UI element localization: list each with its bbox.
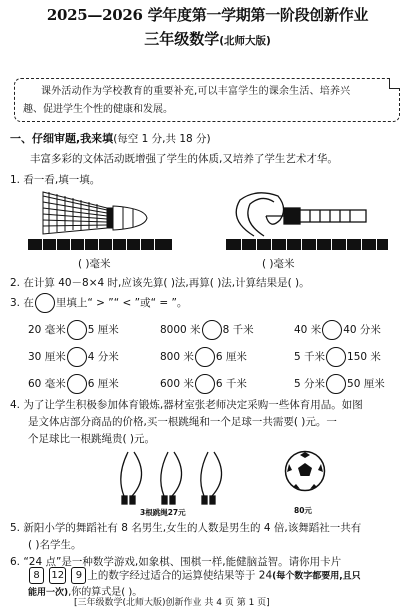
q4-line-3: 个足球比一根跳绳贵( )元。 (28, 433, 156, 445)
compare-circle-sample (35, 293, 55, 313)
number-card: 8 (29, 567, 44, 584)
q6-line-2 (28, 567, 361, 584)
compare-circle[interactable] (67, 374, 87, 394)
compare-circle[interactable] (195, 374, 215, 394)
cmp-right: 6 厘米 (87, 378, 119, 390)
q4-line-2: 是文体店部分商品的价格,买一根跳绳和一个足球一共需要( )元。一 (28, 416, 337, 428)
cmp-left: 30 厘米 (28, 351, 66, 363)
q3-suffix: 里填上“ > ”“ < ”或“ = ”。 (55, 297, 188, 309)
cmp-right: 8 千米 (222, 324, 254, 336)
soccer-ball-image (284, 450, 326, 492)
rope-price-caption: 3根跳绳27元 (140, 508, 186, 517)
cmp-left: 40 米 (294, 324, 322, 336)
q3-text (10, 293, 187, 313)
cmp-right: 150 米 (347, 351, 381, 363)
q5-line-1: 5. 新阳小学的舞蹈社有 8 名男生,女生的人数是男生的 4 倍,该舞蹈社一共有 (10, 522, 362, 534)
q5-line-2: ( )名学生。 (28, 539, 82, 551)
shuttlecock-image (35, 186, 155, 240)
jump-ropes-image (110, 446, 240, 506)
compare-circle[interactable] (326, 374, 346, 394)
number-card: 12 (49, 567, 66, 584)
cmp-right: 50 厘米 (347, 378, 385, 390)
cmp-left: 60 毫米 (28, 378, 66, 390)
cmp-left: 600 米 (160, 378, 194, 390)
section-1-title: 一、仔细审题,我来填 (10, 132, 114, 145)
compare-circle[interactable] (326, 347, 346, 367)
cmp-right: 4 分米 (87, 351, 119, 363)
ruler-left (28, 239, 172, 250)
corner-fold (389, 78, 400, 89)
cmp-right: 5 厘米 (87, 324, 119, 336)
jump-rope-image (226, 186, 386, 240)
cmp-right: 6 千米 (215, 378, 247, 390)
page-subtitle (0, 28, 415, 49)
section-1-intro: 丰富多彩的文体活动既增强了学生的体质,又培养了学生艺术才华。 (30, 153, 338, 165)
cmp-right: 40 分米 (343, 324, 381, 336)
cmp-left: 5 千米 (294, 351, 326, 363)
compare-circle[interactable] (67, 320, 87, 340)
q1-text: 1. 看一看,填一填。 (10, 174, 101, 186)
cmp-left: 20 毫米 (28, 324, 66, 336)
q6-line-2-text: 上的数字经过适合的运算使结果等于 24 (87, 569, 273, 582)
page-title: 2025—2026 学年度第一学期第一阶段创新作业 (46, 6, 369, 24)
q3-prefix: 3. 在 (10, 297, 34, 309)
subtitle-edition: (北师大版) (219, 35, 271, 47)
section-1-heading (10, 130, 211, 146)
compare-circle[interactable] (322, 320, 342, 340)
q2-text: 2. 在计算 40－8×4 时,应该先算( )法,再算( )法,计算结果是( )。 (10, 277, 310, 289)
cmp-left: 800 米 (160, 351, 194, 363)
cmp-right: 6 厘米 (215, 351, 247, 363)
compare-circle[interactable] (202, 320, 222, 340)
number-card: 9 (71, 567, 86, 584)
subtitle-main: 三年级数学 (144, 30, 220, 48)
compare-circle[interactable] (67, 347, 87, 367)
cmp-left: 8000 米 (160, 324, 201, 336)
intro-line-1: 课外活动作为学校教育的重要补充,可以丰富学生的课余生活、培养兴 (41, 86, 351, 97)
q6-line-3-note: 能用一次) (28, 588, 69, 598)
page-footer: [三年级数学(北师大版)创新作业 共 4 页 第 1 页] (74, 598, 270, 608)
q1-right-answer: ( )毫米 (262, 258, 295, 270)
q6-line-3-text: ,你的算式是( )。 (68, 587, 143, 598)
section-1-points: (每空 1 分,共 18 分) (113, 133, 211, 145)
q4-line-1: 4. 为了让学生积极参加体育锻炼,器材室张老师决定采购一些体育用品。如图 (10, 399, 363, 411)
q6-line-2-note: (每个数字都要用,且只 (272, 571, 361, 582)
q1-left-answer: ( )毫米 (78, 258, 111, 270)
intro-line-2: 趣、促进学生个性的健康和发展。 (23, 104, 173, 115)
cmp-left: 5 分米 (294, 378, 326, 390)
ball-price-caption: 80元 (294, 506, 312, 515)
compare-circle[interactable] (195, 347, 215, 367)
intro-box (14, 78, 400, 122)
q6-line-1: 6. “24 点”是一种数学游戏,如象棋、围棋一样,能健脑益智。请你用卡片 (10, 556, 342, 568)
ruler-right (226, 239, 388, 250)
